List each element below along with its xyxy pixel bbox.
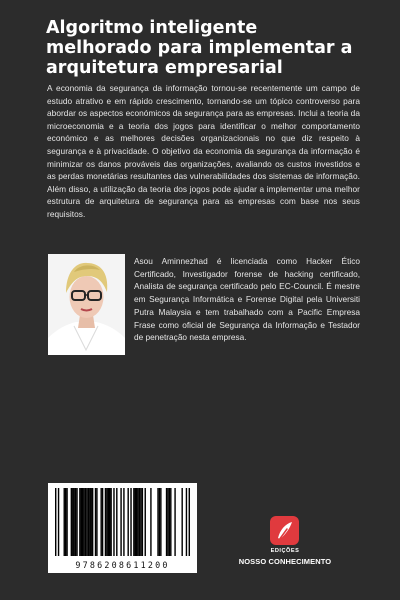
barcode-bar — [108, 488, 109, 556]
barcode-bar — [100, 488, 101, 556]
barcode-bar — [116, 488, 117, 556]
barcode-bar — [170, 488, 171, 556]
barcode-bar — [137, 488, 138, 556]
isbn-number: 9786208611200 — [75, 560, 170, 570]
barcode-bar — [135, 488, 136, 556]
barcode-bar — [145, 488, 146, 556]
barcode-bar — [113, 488, 114, 556]
barcode-bar — [75, 488, 76, 556]
feather-logo-icon — [270, 516, 299, 545]
barcode-bar — [91, 488, 92, 556]
barcode-bar — [174, 488, 175, 556]
barcode-bar — [110, 488, 111, 556]
barcode-bar — [71, 488, 72, 556]
barcode-bar — [167, 488, 168, 556]
barcode-bar — [102, 488, 103, 556]
barcode-bar — [85, 488, 86, 556]
barcode-bar — [76, 488, 77, 556]
publisher-edicoes: EDIÇÕES — [270, 548, 300, 554]
barcode-bar — [83, 488, 84, 556]
author-bio: Asou Aminnezhad é licenciada como Hacker Ético Certificado, Investigador forense de hacking certificado, Analista de segurança certificado pelo EC-Council. É mestre em Segurança Informática e Forense Digital pela Universiti Putra Malaysia e tem trabalhado com a Pacific Empresa Frase como oficial de Segurança da Informação e Testador de penetração nesta empresa. — [134, 256, 360, 343]
barcode-bar — [88, 488, 89, 556]
publisher-name: NOSSO CONHECIMENTO — [238, 557, 332, 566]
barcode-bar — [160, 488, 161, 556]
author-photo — [48, 254, 125, 355]
barcode-bar — [106, 488, 107, 556]
barcode-bar — [159, 488, 160, 556]
barcode-bar — [130, 488, 131, 556]
barcode-bar — [81, 488, 82, 556]
barcode-bar — [92, 488, 93, 556]
barcode-bar — [120, 488, 121, 556]
barcode-bar — [186, 488, 187, 556]
barcode — [48, 483, 197, 573]
barcode-bar — [133, 488, 134, 556]
barcode-bar — [66, 488, 67, 556]
book-summary: A economia da segurança da informação tornou-se recentemente um campo de estudo atrativo e em rápido crescimento, tornando-se um tópico controverso para abordar os aspectos económicos da segurança para as empresas. Inclui a teoria da microeconomia e a teoria dos jogos para identificar o melhor comportamento económico e as melhores decisões organizacionais no que diz respeito à segurança e à privacidade. O objetivo da economia da segurança da informação é minimizar os danos prováveis das organizações, avaliando os custos investidos e as perdas monetárias resultantes das vulnerabilidades dos sistemas de informação. Além disso, a utilização da teoria dos jogos pode ajudar a implementar uma melhor estrutura de arquitetura de segurança para as empresas com base nos seus requisitos. — [47, 83, 360, 219]
barcode-bar — [139, 488, 140, 556]
barcode-bar — [73, 488, 74, 556]
barcode-bar — [109, 488, 110, 556]
barcode-bar — [157, 488, 158, 556]
barcode-bar — [95, 488, 96, 556]
barcode-bar — [189, 488, 190, 556]
barcode-bar — [140, 488, 141, 556]
barcode-bar — [166, 488, 167, 556]
barcode-bar — [58, 488, 59, 556]
barcode-bar — [142, 488, 143, 556]
barcode-bar — [181, 488, 182, 556]
barcode-bar — [123, 488, 124, 556]
book-title: Algoritmo inteligente melhorado para implementar a arquitetura empresarial — [46, 18, 353, 78]
publisher-logo — [235, 516, 335, 570]
barcode-bar — [150, 488, 151, 556]
barcode-bar — [105, 488, 106, 556]
barcode-bar — [136, 488, 137, 556]
barcode-bar — [86, 488, 87, 556]
barcode-bar — [127, 488, 128, 556]
barcode-bar — [169, 488, 170, 556]
barcode-bars — [55, 488, 190, 560]
barcode-bar — [55, 488, 56, 556]
barcode-bar — [79, 488, 80, 556]
barcode-bar — [89, 488, 90, 556]
barcode-bar — [64, 488, 65, 556]
barcode-bar — [65, 488, 66, 556]
barcode-bar — [82, 488, 83, 556]
barcode-bar — [96, 488, 97, 556]
barcode-bar — [72, 488, 73, 556]
